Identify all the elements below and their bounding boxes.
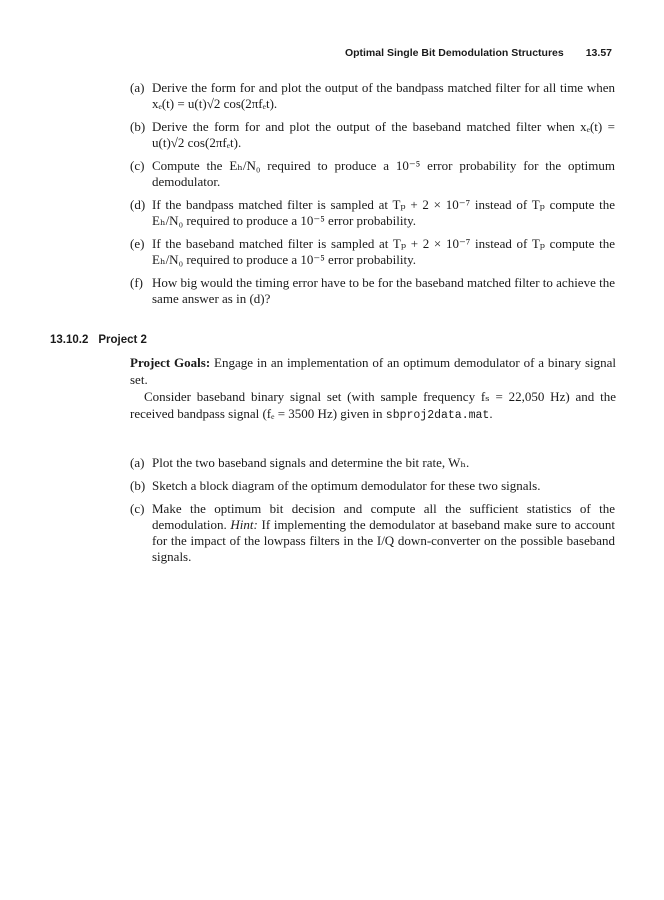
project-goals-label: Project Goals: <box>130 355 211 370</box>
section-number: 13.10.2 <box>50 334 89 346</box>
project-goals <box>130 355 616 388</box>
list-item: (c) Compute the Eₕ/N₀ required to produce a 10⁻⁵ error probability for the optimum demodulator. <box>130 158 615 189</box>
list-item: (f) How big would the timing error have to be for the baseband matched filter to achieve the same answer as in (d)? <box>130 275 615 306</box>
data-filename: sbproj2data.mat <box>385 408 490 422</box>
project-description: Consider baseband binary signal set (with sample frequency fₛ = 22,050 Hz) and the received bandpass signal (fₑ = 3500 Hz) given in sbproj2data.mat. <box>130 389 616 422</box>
project-task-list <box>130 455 615 572</box>
list-item: (e) If the baseband matched filter is sampled at Tₚ + 2 × 10⁻⁷ instead of Tₚ compute the Eₕ/N₀ required to produce a 10⁻⁵ error probability. <box>130 236 615 267</box>
running-header-title: Optimal Single Bit Demodulation Structures <box>344 47 564 59</box>
running-header <box>345 47 612 59</box>
section-heading <box>50 334 147 346</box>
list-item: (a) Plot the two baseband signals and determine the bit rate, Wₕ. <box>130 455 470 470</box>
section-title: Project 2 <box>98 334 147 346</box>
hint-label: Hint: <box>230 517 258 532</box>
problem-list <box>130 80 615 314</box>
page-number: 13.57 <box>585 47 612 59</box>
list-item: (c) Make the optimum bit decision and compute all the sufficient statistics of the demodulation. Hint: If implementing the demodulator at baseband make sure to account for the impact of the lowpass filters in the I/Q down-converter on the possible baseband signals. <box>130 501 615 564</box>
list-item: (b) Sketch a block diagram of the optimum demodulator for these two signals. <box>130 478 541 493</box>
list-item: (b) Derive the form for and plot the output of the baseband matched filter when xₑ(t) = u(t)√2 cos(2πfₑt). <box>130 119 615 150</box>
project-goals-text: Engage in an implementation of an optimum demodulator of a binary signal set. <box>130 355 616 387</box>
list-item: (d) If the bandpass matched filter is sampled at Tₚ + 2 × 10⁻⁷ instead of Tₚ compute the Eₕ/N₀ required to produce a 10⁻⁵ error probability. <box>130 197 615 228</box>
list-item: (a) Derive the form for and plot the output of the bandpass matched filter for all time when xₑ(t) = u(t)√2 cos(2πfₑt). <box>130 80 615 111</box>
